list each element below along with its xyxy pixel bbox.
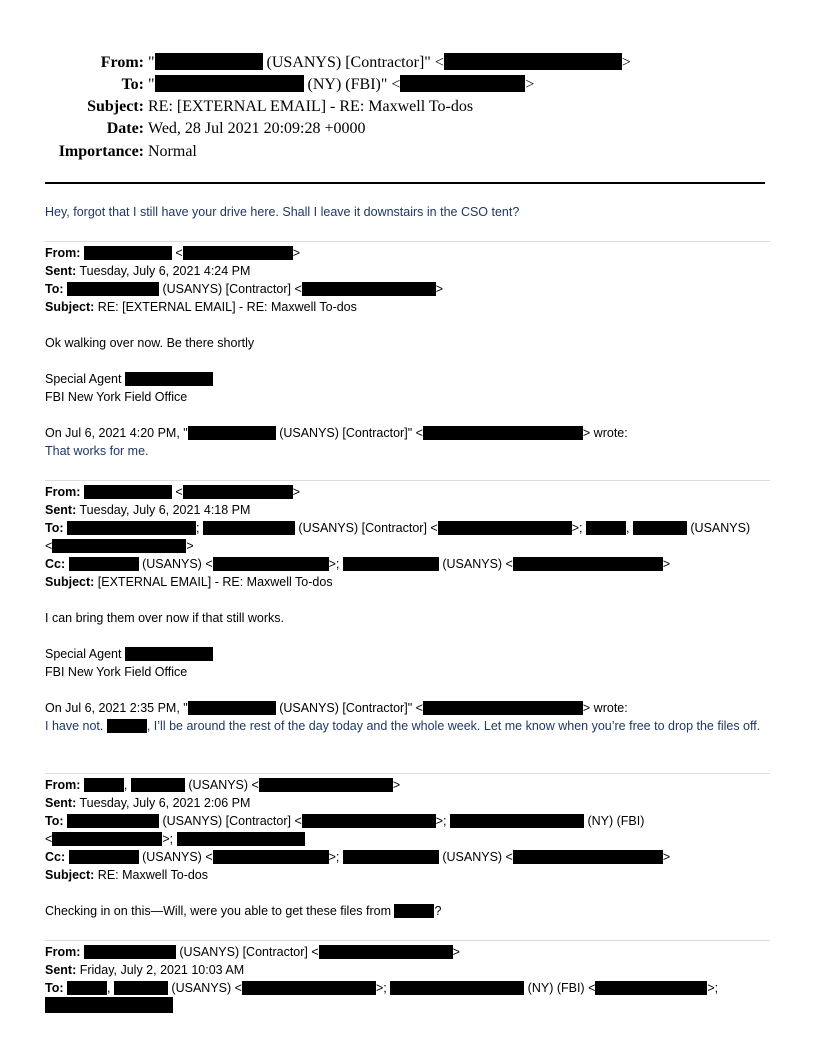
redaction-block [69, 557, 139, 571]
m3-to-line-cont: < >; [45, 830, 305, 848]
redaction-block [67, 814, 159, 828]
m4-to-line: To: , (USANYS) < >; (NY) (FBI) < >; [45, 981, 719, 995]
redaction-block [52, 539, 186, 553]
header-importance-label: Importance: [58, 143, 144, 160]
redaction-block [45, 997, 173, 1013]
redaction-block [513, 557, 663, 571]
m2-quote-line: On Jul 6, 2021 2:35 PM, " (USANYS) [Contractor]" < > wrote: [45, 701, 628, 715]
m3-sent-line: Sent: Tuesday, July 6, 2021 2:06 PM [45, 796, 251, 810]
m2-signature-office: FBI New York Field Office [45, 665, 188, 679]
m3-to-line: To: (USANYS) [Contractor] < >; (NY) (FBI) [45, 814, 645, 828]
redaction-block [213, 850, 329, 864]
redaction-block [107, 719, 147, 733]
header-subject-value: RE: [EXTERNAL EMAIL] - RE: Maxwell To-dos [148, 98, 474, 115]
redaction-block [450, 814, 584, 828]
redaction-block [52, 832, 162, 846]
m1-quote-line: On Jul 6, 2021 4:20 PM, " (USANYS) [Contractor]" < > wrote: [45, 426, 628, 440]
redaction-block [67, 521, 196, 535]
m1-quote-body: That works for me. [45, 444, 149, 458]
header-to-value: " (NY) (FBI)" < > [148, 76, 535, 93]
redaction-block [423, 426, 583, 440]
redaction-block [177, 832, 305, 846]
redaction-block [259, 778, 393, 792]
redaction-block [394, 904, 434, 918]
m3-subject-line: Subject: RE: Maxwell To-dos [45, 868, 209, 882]
header-from-value: " (USANYS) [Contractor]" < > [148, 54, 631, 71]
header-from-row [0, 52, 816, 74]
redaction-block [438, 521, 572, 535]
redaction-block [67, 282, 159, 296]
m1-sent-line: Sent: Tuesday, July 6, 2021 4:24 PM [45, 264, 251, 278]
redaction-block [183, 246, 293, 260]
redaction-block [242, 981, 376, 995]
m4-from-line: From: (USANYS) [Contractor] < > [45, 945, 460, 959]
redaction-block [67, 981, 107, 995]
redaction-block [319, 945, 453, 959]
redaction-block [114, 981, 168, 995]
m3-body: Checking in on this—Will, were you able to get these files from ? [45, 904, 442, 918]
m3-from-line: From: , (USANYS) < > [45, 778, 401, 792]
m1-signature-title: Special Agent [45, 370, 213, 388]
header-date-row [0, 118, 816, 140]
message-separator [45, 241, 770, 242]
redaction-block [390, 981, 524, 995]
header-subject-label: Subject: [87, 98, 144, 115]
m4-sent-line: Sent: Friday, July 2, 2021 10:03 AM [45, 963, 245, 977]
redaction-block [155, 75, 304, 92]
redaction-block [213, 557, 329, 571]
m2-body: I can bring them over now if that still works. [45, 611, 284, 625]
redaction-block [343, 557, 439, 571]
m1-subject-line: Subject: RE: [EXTERNAL EMAIL] - RE: Maxwell To-dos [45, 300, 357, 314]
m3-cc-line: Cc: (USANYS) < >; (USANYS) < > [45, 850, 671, 864]
redaction-block [633, 521, 687, 535]
header-divider [45, 182, 765, 184]
m1-body: Ok walking over now. Be there shortly [45, 336, 255, 350]
redaction-block [125, 647, 213, 661]
m1-to-line: To: (USANYS) [Contractor] < > [45, 282, 444, 296]
message-separator [45, 480, 770, 481]
redaction-block [444, 53, 622, 70]
redaction-block [131, 778, 185, 792]
redaction-block [423, 701, 583, 715]
m2-sent-line: Sent: Tuesday, July 6, 2021 4:18 PM [45, 503, 251, 517]
redaction-block [586, 521, 626, 535]
redaction-block [84, 778, 124, 792]
redaction-block [125, 372, 213, 386]
m1-from-line: From: < > [45, 246, 300, 260]
redaction-block [595, 981, 707, 995]
m4-to-line-cont [45, 997, 173, 1015]
redaction-block [513, 850, 663, 864]
m2-signature-title: Special Agent [45, 645, 213, 663]
message-separator [45, 773, 770, 774]
header-from-label: From: [100, 54, 144, 71]
m2-from-line: From: < > [45, 485, 300, 499]
redaction-block [203, 521, 295, 535]
redaction-block [84, 246, 172, 260]
redaction-block [188, 426, 276, 440]
redaction-block [84, 485, 172, 499]
m2-to-line: To: ; (USANYS) [Contractor] < >; , (USANYS) [45, 521, 751, 535]
header-date-value: Wed, 28 Jul 2021 20:09:28 +0000 [148, 120, 366, 137]
redaction-block [69, 850, 139, 864]
m2-subject-line: Subject: [EXTERNAL EMAIL] - RE: Maxwell To-dos [45, 575, 333, 589]
m1-signature-office: FBI New York Field Office [45, 390, 188, 404]
m2-cc-line: Cc: (USANYS) < >; (USANYS) < > [45, 557, 671, 571]
header-to-row [0, 74, 816, 96]
redaction-block [400, 75, 525, 92]
header-to-label: To: [121, 76, 144, 93]
redaction-block [343, 850, 439, 864]
m2-to-line-cont: < > [45, 539, 194, 553]
header-date-label: Date: [106, 120, 144, 137]
message-separator [45, 940, 770, 941]
redaction-block [183, 485, 293, 499]
redaction-block [155, 53, 263, 70]
header-importance-row [0, 141, 816, 163]
header-subject-row [0, 96, 816, 118]
m2-quote-body: I have not. , I’ll be around the rest of the day today and the whole week. Let me know when you’re free to drop the files off. [45, 719, 761, 733]
redaction-block [302, 814, 436, 828]
header-importance-value: Normal [148, 143, 197, 160]
top-message-body: Hey, forgot that I still have your drive here. Shall I leave it downstairs in the CSO tent? [45, 205, 520, 219]
redaction-block [302, 282, 436, 296]
redaction-block [84, 945, 176, 959]
redaction-block [188, 701, 276, 715]
